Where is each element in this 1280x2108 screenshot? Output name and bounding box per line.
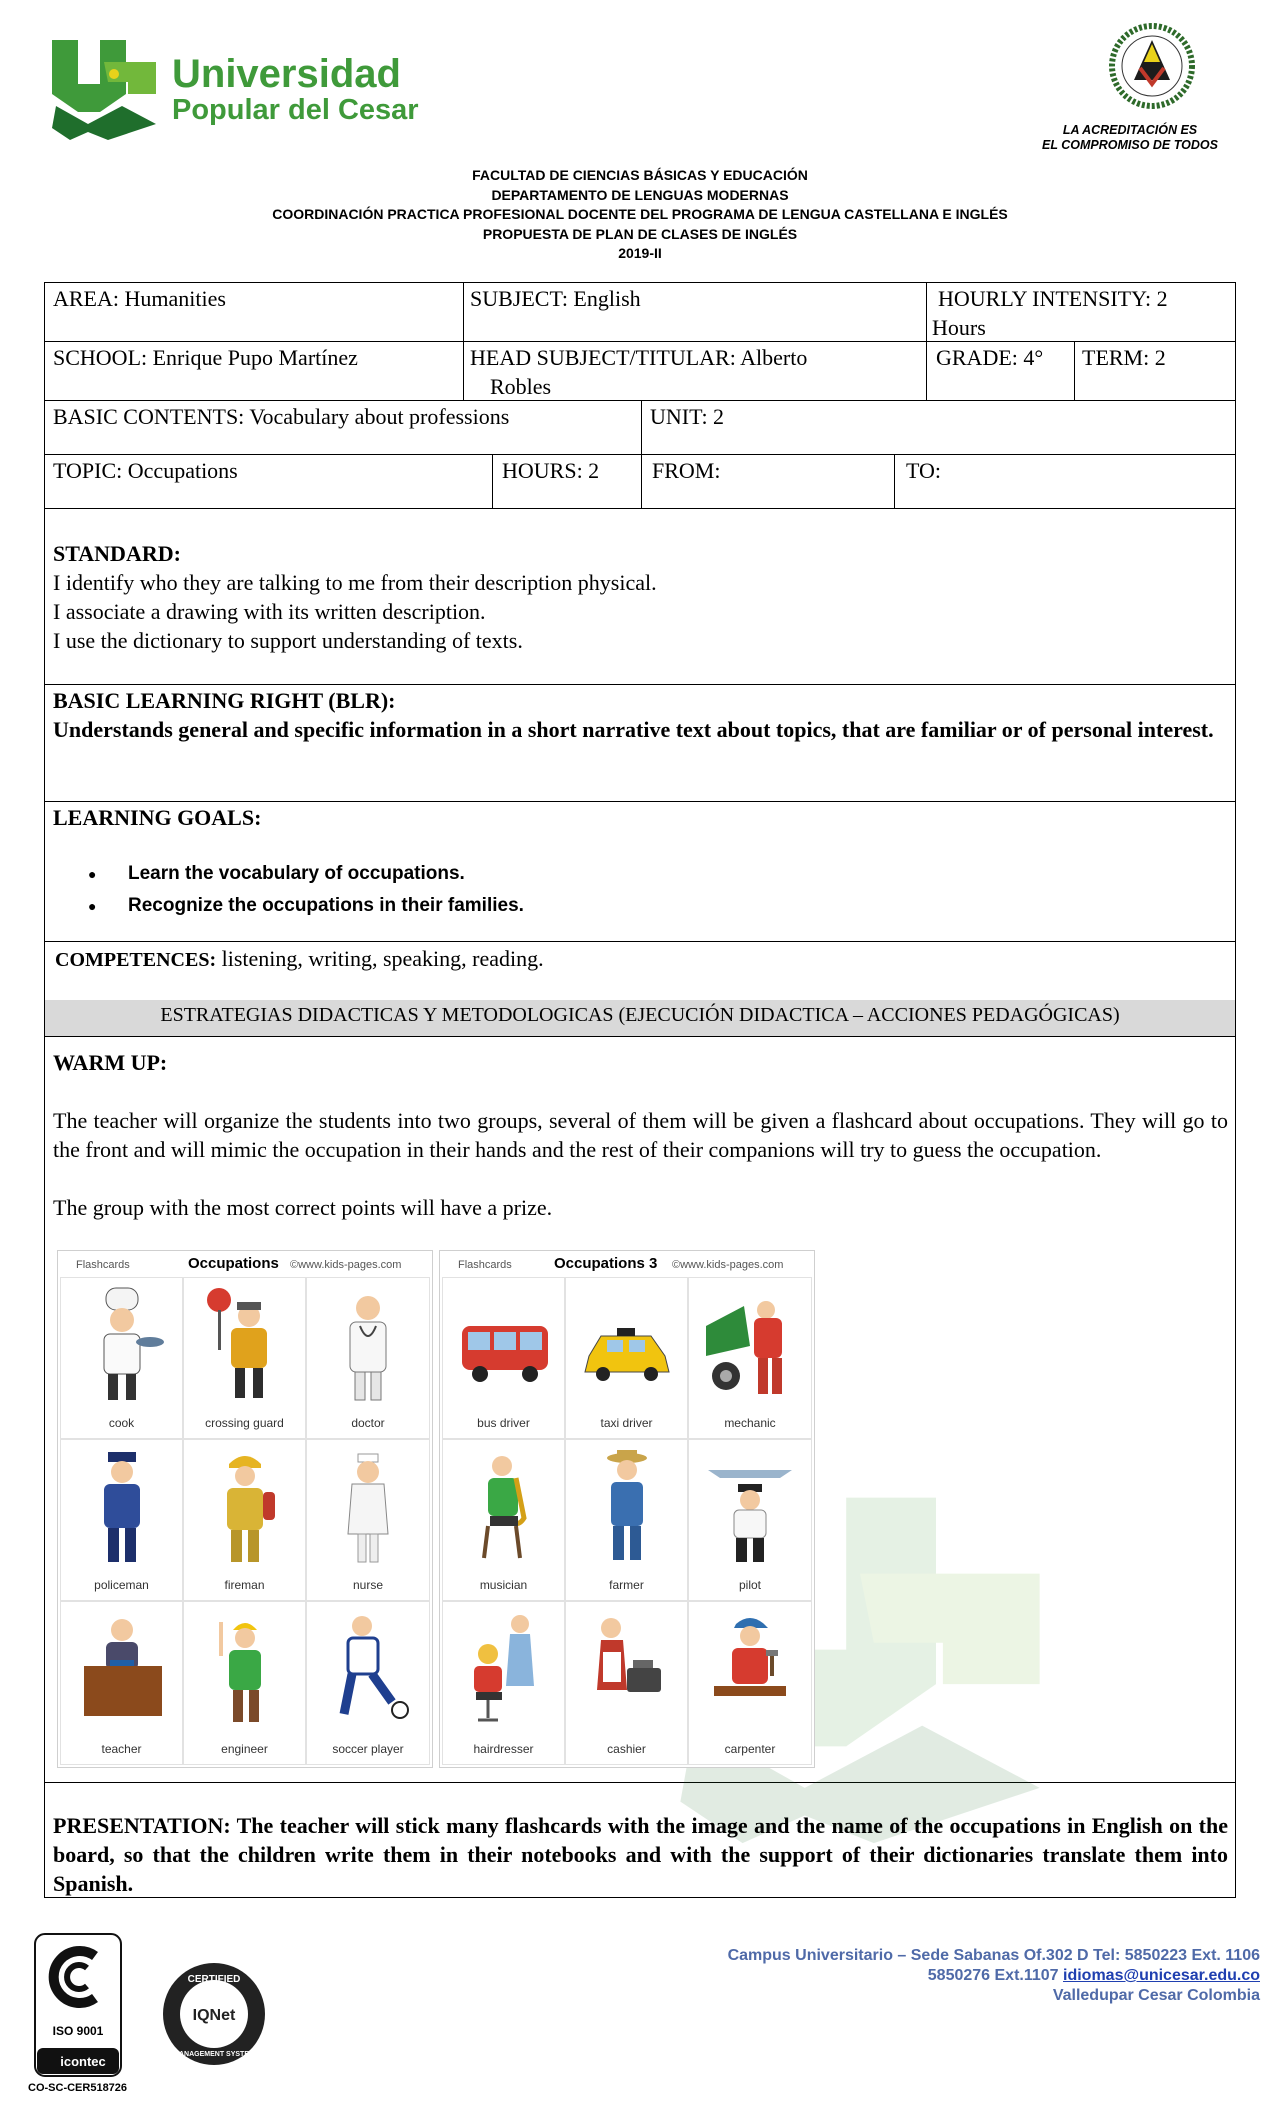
row-divider [44,801,1236,802]
icontec-label: icontec [60,2054,106,2069]
department-line: DEPARTAMENTO DE LENGUAS MODERNAS [491,186,789,203]
fireman-icon [199,1448,291,1566]
flashcard [183,1439,306,1601]
flashcard [688,1439,812,1601]
flashcard [306,1601,430,1765]
period-line: 2019-II [618,245,662,261]
goal-item: ● Recognize the occupations in their families. [92,890,524,922]
nurse-icon [322,1448,414,1566]
flashcard [565,1277,688,1439]
iqnet-label: IQNet [192,2007,236,2024]
slogan-line1: LA ACREDITACIÓN ES [1062,123,1198,137]
management-system-label: MANAGEMENT SYSTEM [173,2051,255,2058]
flashcard [442,1601,565,1765]
sheet-title: Occupations 3 [554,1255,658,1272]
competences-label: COMPETENCES: [55,949,217,971]
flashcard [688,1277,812,1439]
col-divider [492,454,493,508]
mechanic-icon [704,1286,796,1404]
flashcard-label: musician [479,1578,528,1592]
row-divider [44,508,1236,509]
pilot-icon [704,1448,796,1566]
standard-title: STANDARD: [53,541,181,566]
sheet-header [440,1251,814,1277]
basic-contents-cell: BASIC CONTENTS: Vocabulary about professions [53,404,510,429]
hairdresser-icon [458,1610,550,1728]
certified-label: CERTIFIED [187,1974,241,1985]
cashier-icon [581,1610,673,1728]
teacher-icon [76,1610,168,1728]
sheet-header [58,1251,432,1277]
strategies-band-title: ESTRATEGIAS DIDACTICAS Y METODOLOGICAS (EJECUCIÓN DIDACTICA – ACCIONES PEDAGÓGICAS) [160,1004,1120,1026]
flashcard [306,1439,430,1601]
competences-text: listening, writing, speaking, reading. [216,946,544,971]
flashcard-label: soccer player [332,1742,404,1756]
policeman-icon [76,1448,168,1566]
flashcard [60,1277,183,1439]
goals-list [92,858,524,922]
hourly-intensity-cell: HOURLY INTENSITY: 2 [938,286,1168,311]
flashcard [565,1601,688,1765]
footer-address [728,1946,1260,2006]
flashcard-label: cashier [607,1742,646,1756]
row-divider [44,400,1236,401]
flashcard-label: nurse [352,1578,384,1592]
crossing-guard-icon [199,1286,291,1404]
musician-icon [458,1448,550,1566]
address-line2-prefix: 5850276 Ext.1107 [927,1967,1063,1984]
from-cell: FROM: [652,458,721,483]
flashcard [565,1439,688,1601]
competences-row [55,944,544,975]
flashcard-label: taxi driver [600,1416,653,1430]
document-heading [0,166,1280,264]
address-line2 [728,1966,1260,1986]
presentation-label: PRESENTATION: [53,1813,231,1838]
blr-title: BASIC LEARNING RIGHT (BLR): [53,688,396,713]
blr-text: Understands general and specific information in a short narrative text about topics, that are familiar or of personal interest. [53,717,1214,742]
slogan-line2: EL COMPROMISO DE TODOS [1042,138,1218,152]
bus-icon [458,1286,550,1404]
flashcard [306,1277,430,1439]
flashcard-label: engineer [221,1742,268,1756]
row-divider [44,941,1236,942]
flashcard-label: mechanic [724,1416,776,1430]
flashcard-label: hairdresser [473,1742,534,1756]
flashcard [442,1277,565,1439]
presentation-text: The teacher will stick many flashcards with the image and the name of the occupations in English on the board, so that the children write them in their notebooks and with the support of their dictionaries translate them into Spanish. [53,1813,1228,1896]
proposal-line: PROPUESTA DE PLAN DE CLASES DE INGLÉS [482,225,798,242]
col-divider [463,282,464,400]
carpenter-icon [704,1610,796,1728]
standard-line: I use the dictionary to support understanding of texts. [53,628,523,653]
sheet-site: ©www.kids-pages.com [672,1259,784,1271]
email-link[interactable]: idiomas@unicesar.edu.co [1063,1967,1260,1984]
goal-item: ● Learn the vocabulary of occupations. [92,858,524,890]
subject-cell: SUBJECT: English [470,286,641,311]
flashcard-label: cook [108,1416,135,1430]
hours-unit: Hours [932,315,986,340]
col-divider [894,454,895,508]
sheet-label: Flashcards [76,1259,130,1271]
hours-cell: HOURS: 2 [502,458,600,483]
flashcard-label: carpenter [724,1742,776,1756]
flashcard [442,1439,565,1601]
sheet-title: Occupations [188,1255,279,1272]
col-divider [926,282,927,400]
address-line3: Valledupar Cesar Colombia [1052,1987,1260,2004]
area-cell: AREA: Humanities [53,286,226,311]
icontec-iso-logo-icon [33,1932,123,2078]
row-divider [44,1036,1236,1037]
accreditation-seal-icon [1104,18,1200,118]
university-name [172,54,419,125]
school-cell: SCHOOL: Enrique Pupo Martínez [53,345,358,370]
flashcard [183,1277,306,1439]
accreditation-slogan [1020,123,1240,153]
unit-cell: UNIT: 2 [650,404,725,429]
flashcard-label: bus driver [477,1416,530,1430]
topic-cell: TOPIC: Occupations [53,458,238,483]
warmup-paragraph: The teacher will organize the students into two groups, several of them will be given a flashcard about occupations. They will go to the front and will mimic the occupation in their hands and the rest of their companions will try to guess the occupation. [53,1108,1228,1162]
goals-title: LEARNING GOALS: [53,805,262,830]
flashcard [183,1601,306,1765]
warmup-prize-line: The group with the most correct points will have a prize. [53,1195,553,1220]
to-cell: TO: [906,458,942,483]
grade-cell: GRADE: 4° [936,345,1044,370]
university-name-line2: Popular del Cesar [172,94,419,126]
term-cell: TERM: 2 [1082,345,1166,370]
sheet-site: ©www.kids-pages.com [290,1259,402,1271]
soccer-player-icon [322,1610,414,1728]
row-divider [44,454,1236,455]
flashcard-label: crossing guard [205,1416,284,1430]
standard-line: I identify who they are talking to me from their description physical. [53,570,657,595]
col-divider [641,400,642,508]
flashcard-label: farmer [609,1578,644,1592]
engineer-icon [199,1610,291,1728]
iso-label: ISO 9001 [52,2024,104,2038]
certificate-code: CO-SC-CER518726 [28,2082,128,2094]
address-line1: Campus Universitario – Sede Sabanas Of.302 D Tel: 5850223 Ext. 1106 [727,1947,1260,1964]
flashcard-label: policeman [94,1578,149,1592]
flashcard [688,1601,812,1765]
doctor-icon [322,1286,414,1404]
university-name-line1: Universidad [172,52,401,96]
head-subject-cell: HEAD SUBJECT/TITULAR: Alberto [470,345,808,370]
row-divider [44,684,1236,685]
head-subject-cont: Robles [490,374,552,399]
row-divider [44,341,1236,342]
flashcard-sheet-1 [57,1250,433,1768]
flashcard-label: pilot [738,1578,761,1592]
sheet-label: Flashcards [458,1259,512,1271]
flashcard [60,1601,183,1765]
col-divider [1074,341,1075,400]
taxi-icon [581,1286,673,1404]
faculty-line: FACULTAD DE CIENCIAS BÁSICAS Y EDUCACIÓN [472,167,808,183]
flashcard [60,1439,183,1601]
coordination-line: COORDINACIÓN PRACTICA PROFESIONAL DOCENTE DEL PROGRAMA DE LENGUA CASTELLANA E INGLÉS [272,206,1008,222]
warmup-title: WARM UP: [53,1050,168,1075]
flashcard-label: doctor [351,1416,385,1430]
iqnet-certified-logo-icon [160,1960,268,2068]
flashcard-sheet-2 [439,1250,815,1768]
cook-icon [76,1286,168,1404]
presentation-paragraph [53,1811,1228,1898]
farmer-icon [581,1448,673,1566]
university-logo-icon [48,32,160,142]
standard-line: I associate a drawing with its written description. [53,599,486,624]
flashcard-label: teacher [101,1742,142,1756]
flashcard-label: fireman [224,1578,265,1592]
